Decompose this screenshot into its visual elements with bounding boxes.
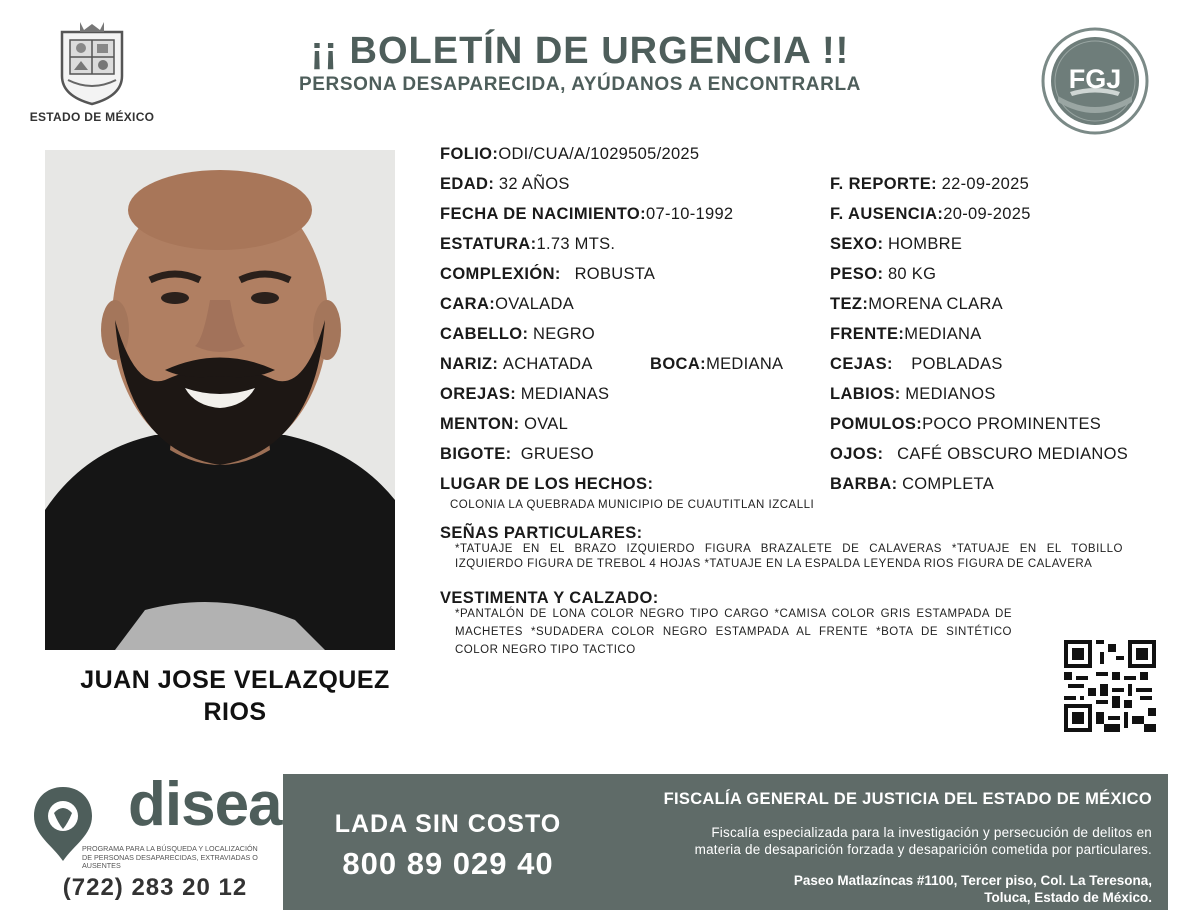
field-orejas: [440, 384, 609, 404]
senas-line2: IZQUIERDO FIGURA DE TREBOL 4 HOJAS *TATUAJE EN LA ESPALDA LEYENDA RIOS FIGURA DE CALAVERA: [455, 558, 1093, 570]
field-labios: [830, 384, 996, 404]
field-frente: [830, 324, 982, 344]
field-label: F. REPORTE:: [830, 175, 938, 193]
senas-text: [455, 542, 1123, 572]
field-barba: [830, 474, 994, 494]
odisea-logo: [32, 770, 282, 875]
field-label: CABELLO:: [440, 325, 529, 343]
senas-line1: *TATUAJE EN EL BRAZO IZQUIERDO FIGURA BRAZALETE DE CALAVERAS *TATUAJE EN EL TOBILLO: [455, 543, 1123, 555]
coat-of-arms-icon: [54, 18, 130, 106]
field-value: ODI/CUA/A/1029505/2025: [498, 145, 700, 163]
field-label: BIGOTE:: [440, 445, 512, 463]
field-estatura: [440, 234, 615, 254]
lada-label: LADA SIN COSTO: [334, 810, 562, 838]
fiscalia-description-line2: materia de desaparición forzada y desaparición cometida por particulares.: [694, 842, 1152, 857]
field-value: MEDIANA: [904, 325, 982, 343]
person-name-line2: RIOS: [203, 698, 267, 726]
qr-code-icon: [1064, 640, 1156, 732]
fgj-seal-icon: [1040, 26, 1150, 136]
fiscalia-address: [612, 872, 1152, 906]
field-nacimiento: [440, 204, 733, 224]
field-value: MEDIANAS: [520, 385, 610, 403]
qr-code[interactable]: [1064, 640, 1156, 732]
field-folio: [440, 144, 699, 164]
field-label: ESTATURA:: [440, 235, 537, 253]
field-lugar-value: COLONIA LA QUEBRADA MUNICIPIO DE CUAUTITLAN IZCALLI: [450, 499, 815, 511]
person-name-line1: JUAN JOSE VELAZQUEZ: [80, 666, 390, 694]
field-pomulos: [830, 414, 1101, 434]
field-edad: [440, 174, 570, 194]
fiscalia-title: FISCALÍA GENERAL DE JUSTICIA DEL ESTADO DE MÉXICO: [663, 790, 1152, 808]
field-value: MEDIANA: [706, 355, 784, 373]
field-reporte: [830, 174, 1029, 194]
field-label: TEZ:: [830, 295, 869, 313]
footer-band: [283, 774, 1168, 910]
field-label: BARBA:: [830, 475, 898, 493]
field-label: FRENTE:: [830, 325, 905, 343]
odisea-description: PROGRAMA PARA LA BÚSQUEDA Y LOCALIZACIÓN DE PERSONAS DESAPARECIDAS, EXTRAVIADAS O AUSENTES: [82, 844, 258, 870]
field-value: MEDIANOS: [905, 385, 996, 403]
field-nariz: [440, 354, 593, 374]
field-value: 32 AÑOS: [498, 175, 570, 193]
field-label: OREJAS:: [440, 385, 517, 403]
field-value: 1.73 MTS.: [536, 235, 616, 253]
field-boca: [650, 354, 783, 374]
field-label: POMULOS:: [830, 415, 923, 433]
field-cara: [440, 294, 574, 314]
field-label: NARIZ:: [440, 355, 499, 373]
field-bigote: [440, 444, 594, 464]
fgj-logo: [1040, 26, 1150, 136]
vestimenta-line3: COLOR NEGRO TIPO TACTICO: [455, 644, 636, 656]
vestimenta-text: [455, 605, 1012, 659]
field-value: ACHATADA: [502, 355, 593, 373]
field-value: NEGRO: [533, 325, 596, 343]
field-label: EDAD:: [440, 175, 495, 193]
field-label: LUGAR DE LOS HECHOS:: [440, 475, 654, 493]
field-tez: [830, 294, 1003, 314]
field-cabello: [440, 324, 595, 344]
field-lugar: [440, 474, 653, 494]
field-label: CARA:: [440, 295, 496, 313]
field-label: SEXO:: [830, 235, 884, 253]
field-value: OVALADA: [495, 295, 574, 313]
page-subtitle: PERSONA DESAPARECIDA, AYÚDANOS A ENCONTRARLA: [299, 74, 861, 95]
fgj-text: FGJ: [1068, 64, 1122, 94]
field-sexo: [830, 234, 962, 254]
fiscalia-description: [592, 824, 1152, 858]
vestimenta-title: VESTIMENTA Y CALZADO:: [440, 589, 659, 607]
phone-number[interactable]: (722) 283 20 12: [62, 874, 248, 901]
person-name: [40, 664, 430, 728]
field-label: FOLIO:: [440, 145, 499, 163]
lada-number[interactable]: 800 89 029 40: [342, 846, 554, 881]
field-label: OJOS:: [830, 445, 884, 463]
page-title: ¡¡ BOLETÍN DE URGENCIA !!: [310, 30, 850, 72]
field-label: MENTON:: [440, 415, 520, 433]
field-value: ROBUSTA: [574, 265, 656, 283]
person-photo-image: [45, 150, 395, 650]
field-label: FECHA DE NACIMIENTO:: [440, 205, 646, 223]
field-value: HOMBRE: [887, 235, 963, 253]
field-value: 07-10-1992: [646, 205, 734, 223]
field-peso: [830, 264, 936, 284]
field-label: COMPLEXIÓN:: [440, 265, 561, 283]
estado-de-mexico-logo: [22, 18, 162, 124]
field-cejas: [830, 354, 1003, 374]
fiscalia-address-line2: Toluca, Estado de México.: [984, 890, 1152, 905]
field-value: MORENA CLARA: [868, 295, 1003, 313]
person-photo: [45, 150, 395, 650]
field-value: CAFÉ OBSCURO MEDIANOS: [897, 445, 1129, 463]
vestimenta-line1: *PANTALÓN DE LONA COLOR NEGRO TIPO CARGO *CAMISA COLOR GRIS ESTAMPADA DE: [455, 608, 1012, 620]
field-value: OVAL: [524, 415, 569, 433]
field-label: LABIOS:: [830, 385, 901, 403]
field-ojos: [830, 444, 1128, 464]
field-complexion: [440, 264, 655, 284]
fiscalia-description-line1: Fiscalía especializada para la investigación y persecución de delitos en: [711, 825, 1152, 840]
fiscalia-address-line1: Paseo Matlazíncas #1100, Tercer piso, Col. La Teresona,: [793, 873, 1152, 888]
odisea-wordmark: disea: [128, 770, 282, 839]
field-label: F. AUSENCIA:: [830, 205, 944, 223]
field-value: COMPLETA: [902, 475, 995, 493]
field-value: 20-09-2025: [943, 205, 1031, 223]
senas-title: SEÑAS PARTICULARES:: [440, 524, 643, 542]
field-value: POCO PROMINENTES: [922, 415, 1102, 433]
field-label: BOCA:: [650, 355, 707, 373]
field-menton: [440, 414, 568, 434]
field-label: PESO:: [830, 265, 884, 283]
field-ausencia: [830, 204, 1031, 224]
field-value: 80 KG: [887, 265, 937, 283]
field-value: 22-09-2025: [941, 175, 1030, 193]
vestimenta-line2: MACHETES *SUDADERA COLOR NEGRO ESTAMPADA AL FRENTE *BOTA DE SINTÉTICO: [455, 626, 1012, 638]
field-value: GRUESO: [520, 445, 595, 463]
state-label: ESTADO DE MÉXICO: [29, 110, 155, 124]
field-value: POBLADAS: [911, 355, 1003, 373]
field-label: CEJAS:: [830, 355, 893, 373]
